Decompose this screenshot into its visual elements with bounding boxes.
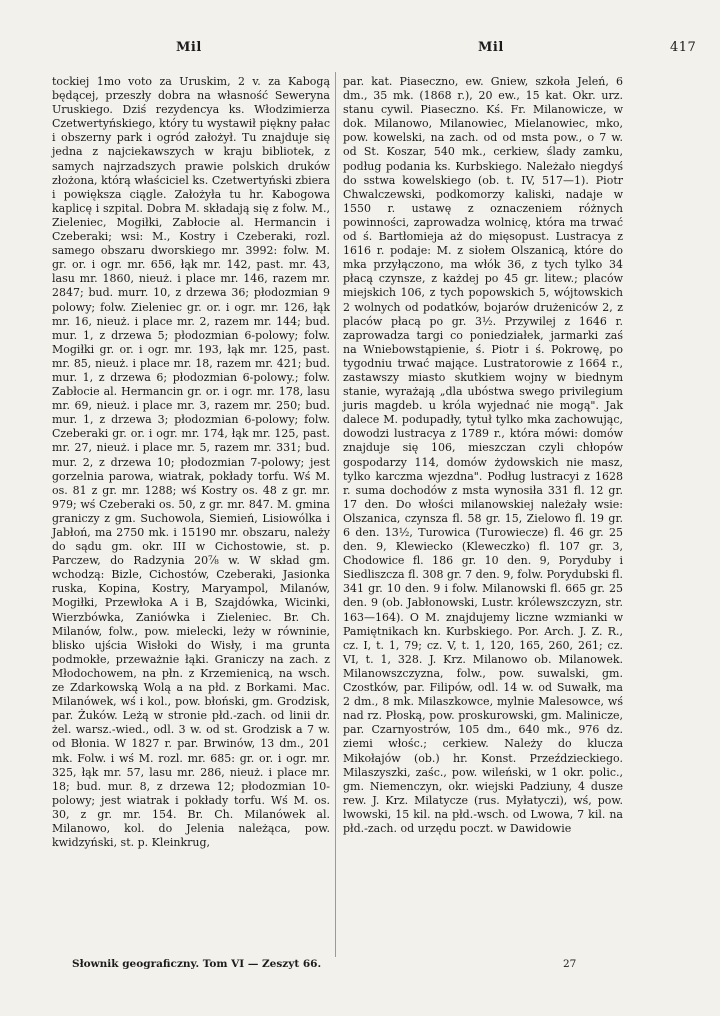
column-divider bbox=[335, 72, 336, 957]
header-left-title: Mil bbox=[176, 40, 202, 55]
page-number: 417 bbox=[670, 40, 697, 55]
left-column bbox=[52, 75, 330, 850]
right-column bbox=[343, 75, 623, 836]
right-column-text: par. kat. Piaseczno, ew. Gniew, szkoła Jeleń, 6 dm., 35 mk. (1868 r.), 20 ew., 15 kat. Okr. urz. stanu cywil. Piaseczno. Kś. Fr. Milanowicze, w dok. Milanowo, Milanowiec, Mielanowiec, mko, pow. kowelski, na zach. od od msta pow., o 7 w. od St. Koszar, 540 mk., cerkiew, ślady zamku, podług podania ks. Kurbskiego. Należało niegdyś do sstwa kowelskiego (ob. t. IV, 517—1). Piotr Chwalczewski, podkomorzy kaliski, nadaje w 1550 r. ustawę z oznaczeniem różnych powinności, zaprowadza wolnicę, która ma trwać od ś. Bartłomieja aż do mięsopust. Lustracya z 1616 r. podaje: M. z siołem Olszanicą, które do mka przyłączono, ma włók 36, z tych tylko 34 płacą czynsze, z każdej po 45 gr. litew.; placów miejskich 106, z tych popowskich 5, wójtowskich 2 wolnych od podatków, bojarów drużeniców 2, z placów płacą po gr. 3½. Przywilej z 1646 r. zaprowadza targi co poniedziałek, jarmarki zaś na Wniebowstąpienie, ś. Piotr i ś. Pokrowę, po tygodniu trwać mające. Lustratorowie z 1664 r., zastawszy miasto skutkiem wojny w biednym stanie, wyrażają „dla ubóstwa swego privilegium juris magdeb. u króla wyjednać nie mogą". Jak dalece M. podupadły, tytuł tylko mka zachowując, dowodzi lustracya z 1789 r., która mówi: domów znajduje się 106, mieszczan czyli chłopów gospodarzy 114, domów żydowskich nie masz, tylko karczma wjezdna". Podług lustracyi z 1628 r. suma dochodów z msta wynosiła 331 fl. 12 gr. 17 den. Do włości milanowskiej należały wsie: Olszanica, czynsza fl. 58 gr. 15, Zielowo fl. 19 gr. 6 den. 13½, Turowica (Turowiecze) fl. 46 gr. 25 den. 9, Klewiecko (Kleweczko) fl. 107 gr. 3, Chodowice fl. 186 gr. 10 den. 9, Poryduby i Siedliszcza fl. 308 gr. 7 den. 9, folw. Porydubski fl. 341 gr. 10 den. 9 i folw. Milanowski fl. 665 gr. 25 den. 9 (ob. Jabłonowski, Lustr. królewszczyzn, str. 163—164). O M. znajdujemy liczne wzmianki w Pamiętnikach kn. Kurbskiego. Por. Arch. J. Z. R., cz. I, t. 1, 79; cz. V, t. 1, 120, 165, 260, 261; cz. VI, t. 1, 328. J. Krz. Milanowo ob. Milanowek. Milanowszczyzna, folw., pow. suwalski, gm. Czostków, par. Filipów, odl. 14 w. od Suwałk, ma 2 dm., 8 mk. Milaszkowce, mylnie Malesowce, wś nad rz. Płoską, pow. proskurowski, gm. Malinicze, par. Czarnyostrów, 105 dm., 640 mk., 976 dz. ziemi włośc.; cerkiew. Należy do klucza Mikołajów (ob.) hr. Konst. Przeździeckiego. Milaszyszki, zaśc., pow. wileński, w 1 okr. polic., gm. Niemenczyn, okr. wiejski Padziuny, 4 dusze rew. J. Krz. Milatycze (rus. Myłatyczi), wś, pow. lwowski, 15 kil. na płd.-wsch. od Lwowa, 7 kil. na płd.-zach. od urzędu poczt. w Dawidowie bbox=[343, 75, 623, 835]
footer-signature: 27 bbox=[563, 958, 577, 970]
left-column-text: tockiej 1mo voto za Uruskim, 2 v. za Kabogą będącej, przeszły dobra na własność Seweryna Uruskiego. Dziś rezydencya ks. Włodzimierza Czetwertyńskiego, który tu wystawił piękny pałac i obszerny park i ogród założył. Tu znajduje się jedna z najciekawszych w kraju bibliotek, z samych najrzadszych prawie polskich druków złożona, którą właściciel ks. Czetwertyński zbiera i powiększa ciągle. Założyła tu hr. Kabogowa kaplicę i szpital. Dobra M. składają się z folw. M., Zieleniec, Mogiłki, Zabłocie al. Hermancin i Czeberaki; wsi: M., Kostry i Czeberaki, rozl. samego obszaru dworskiego mr. 3992: folw. M. gr. or. i ogr. mr. 656, łąk mr. 142, past. mr. 43, lasu mr. 1860, nieuż. i place mr. 146, razem mr. 2847; bud. murr. 10, z drzewa 36; płodozmian 9 polowy; folw. Zieleniec gr. or. i ogr. mr. 126, łąk mr. 16, nieuż. i place mr. 2, razem mr. 144; bud. mur. 1, z drzewa 5; płodozmian 6-polowy; folw. Mogiłki gr. or. i ogr. mr. 193, łąk mr. 125, past. mr. 85, nieuż. i place mr. 18, razem mr. 421; bud. mur. 1, z drzewa 6; płodozmian 6-polowy.; folw. Zabłocie al. Hermancin gr. or. i ogr. mr. 178, lasu mr. 69, nieuż. i place mr. 3, razem mr. 250; bud. mur. 1, z drzewa 3; płodozmian 6-polowy; folw. Czeberaki gr. or. i ogr. mr. 174, łąk mr. 125, past. mr. 27, nieuż. i place mr. 5, razem mr. 331; bud. mur. 2, z drzewa 10; płodozmian 7-polowy; jest gorzelnia parowa, wiatrak, pokłady torfu. Wś M. os. 81 z gr. mr. 1288; wś Kostry os. 48 z gr. mr. 979; wś Czeberaki os. 50, z gr. mr. 847. M. gmina graniczy z gm. Suchowola, Siemień, Lisiowólka i Jabłoń, ma 2750 mk. i 15190 mr. obszaru, należy do sądu gm. okr. III w Cichostowie, st. p. Parczew, do Radzynia 20⅞ w. W skład gm. wchodzą: Bizle, Cichostów, Czeberaki, Jasionka ruska, Kopina, Kostry, Maryampol, Milanów, Mogiłki, Przewłoka A i B, Szajdówka, Wicinki, Wierzbówka, Zaniówka i Zieleniec. Br. Ch. Milanów, folw., pow. mielecki, leży w równinie, blisko ujścia Wisłoki do Wisły, i ma grunta podmokłe, przeważnie łąki. Graniczy na zach. z Młodochowem, na płn. z Krzemienicą, na wsch. ze Zdarkowską Wolą a na płd. z Borkami. Mac. Milanówek, wś i kol., pow. błoński, gm. Grodzisk, par. Żuków. Leżą w stronie płd.-zach. od linii dr. żel. warsz.-wied., odl. 3 w. od st. Grodzisk a 7 w. od Błonia. W 1827 r. par. Brwinów, 13 dm., 201 mk. Folw. i wś M. rozl. mr. 685: gr. or. i ogr. mr. 325, łąk mr. 57, lasu mr. 286, nieuż. i place mr. 18; bud. mur. 8, z drzewa 12; płodozmian 10-polowy; jest wiatrak i pokłady torfu. Wś M. os. 30, z gr. mr. 154. Br. Ch. Milanówek al. Milanowo, kol. do Jelenia należąca, pow. kwidzyński, st. p. Kleinkrug, bbox=[52, 75, 330, 850]
footer-title: Słownik geograficzny. Tom VI — Zeszyt 66. bbox=[72, 958, 322, 970]
header-center-title: Mil bbox=[478, 40, 504, 55]
